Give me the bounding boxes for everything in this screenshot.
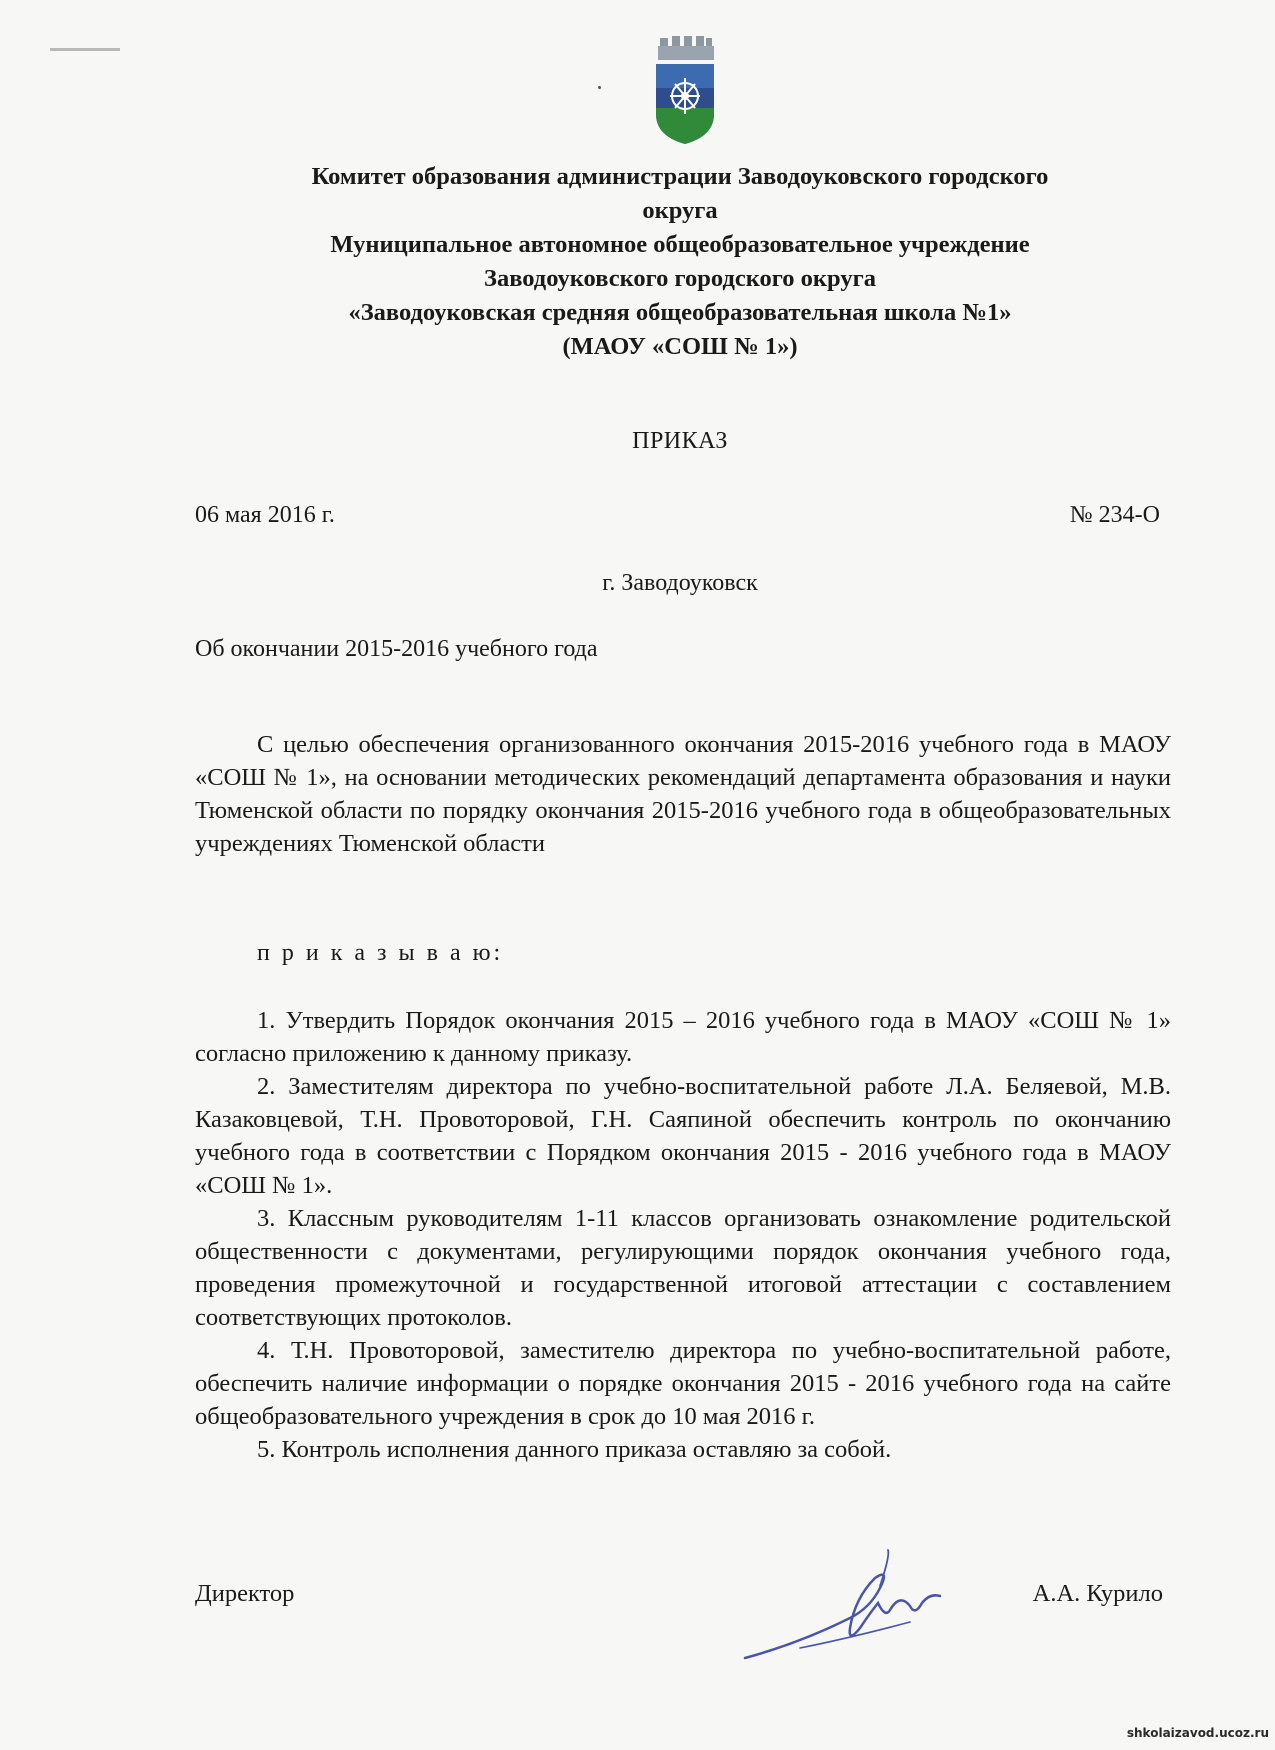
document-date: 06 мая 2016 г. xyxy=(195,502,335,528)
header-line-institution: Муниципальное автономное общеобразовательное учреждение xyxy=(330,231,1030,258)
header-line-committee: Комитет образования администрации Заводоуковского городского xyxy=(311,163,1049,190)
preamble xyxy=(195,728,1171,860)
order-item-1: 1. Утвердить Порядок окончания 2015 – 2016 учебного года в МАОУ «СОШ № 1» согласно приложению к данному приказу. xyxy=(195,1007,1171,1067)
order-item-3: 3. Классным руководителям 1-11 классов организовать ознакомление родительской общественности с документами, регулирующими порядок окончания учебного года, проведения промежуточной и государственной итоговой аттестации с составлением соответствующих протоколов. xyxy=(195,1205,1171,1331)
scan-dot xyxy=(598,86,601,89)
order-word: п р и к а з ы в а ю: xyxy=(257,940,504,966)
header-line-district: округа xyxy=(642,197,718,224)
order-items xyxy=(195,1004,1171,1466)
coat-of-arms-icon xyxy=(650,36,720,146)
order-item-4: 4. Т.Н. Провоторовой, заместителю директора по учебно-воспитательной работе, обеспечить наличие информации о порядке окончания 2015 - 2016 учебного года на сайте общеобразовательного учреждения в срок до 10 мая 2016 г. xyxy=(195,1337,1171,1430)
signature-icon xyxy=(740,1548,965,1668)
order-item-5: 5. Контроль исполнения данного приказа оставляю за собой. xyxy=(257,1436,892,1463)
header-line-district-name: Заводоуковского городского округа xyxy=(484,265,876,292)
scan-artifact xyxy=(50,48,120,51)
header-line-abbreviation: (МАОУ «СОШ № 1») xyxy=(562,333,798,360)
document-number: № 234-О xyxy=(1069,502,1160,528)
signer-name: А.А. Курило xyxy=(1032,1580,1163,1607)
document-type: ПРИКАЗ xyxy=(632,428,728,454)
document-subject: Об окончании 2015-2016 учебного года xyxy=(195,636,598,662)
header-line-school-name: «Заводоуковская средняя общеобразовательная школа №1» xyxy=(348,299,1012,326)
document-header xyxy=(195,160,1165,364)
preamble-text: С целью обеспечения организованного окончания 2015-2016 учебного года в МАОУ «СОШ № 1», на основании методических рекомендаций департамента образования и науки Тюменской области по порядку окончания 2015-2016 учебного года в общеобразовательных учреждениях Тюменской области xyxy=(195,731,1171,857)
document-city: г. Заводоуковск xyxy=(602,570,758,596)
order-item-2: 2. Заместителям директора по учебно-воспитательной работе Л.А. Беляевой, М.В. Казаковцевой, Т.Н. Провоторовой, Г.Н. Саяпиной обеспечить контроль по окончанию учебного года в соответствии с Порядком окончания 2015 - 2016 учебного года в МАОУ «СОШ № 1». xyxy=(195,1073,1171,1199)
signer-title: Директор xyxy=(195,1580,295,1607)
watermark: shkolaizavod.ucoz.ru xyxy=(1126,1726,1269,1740)
